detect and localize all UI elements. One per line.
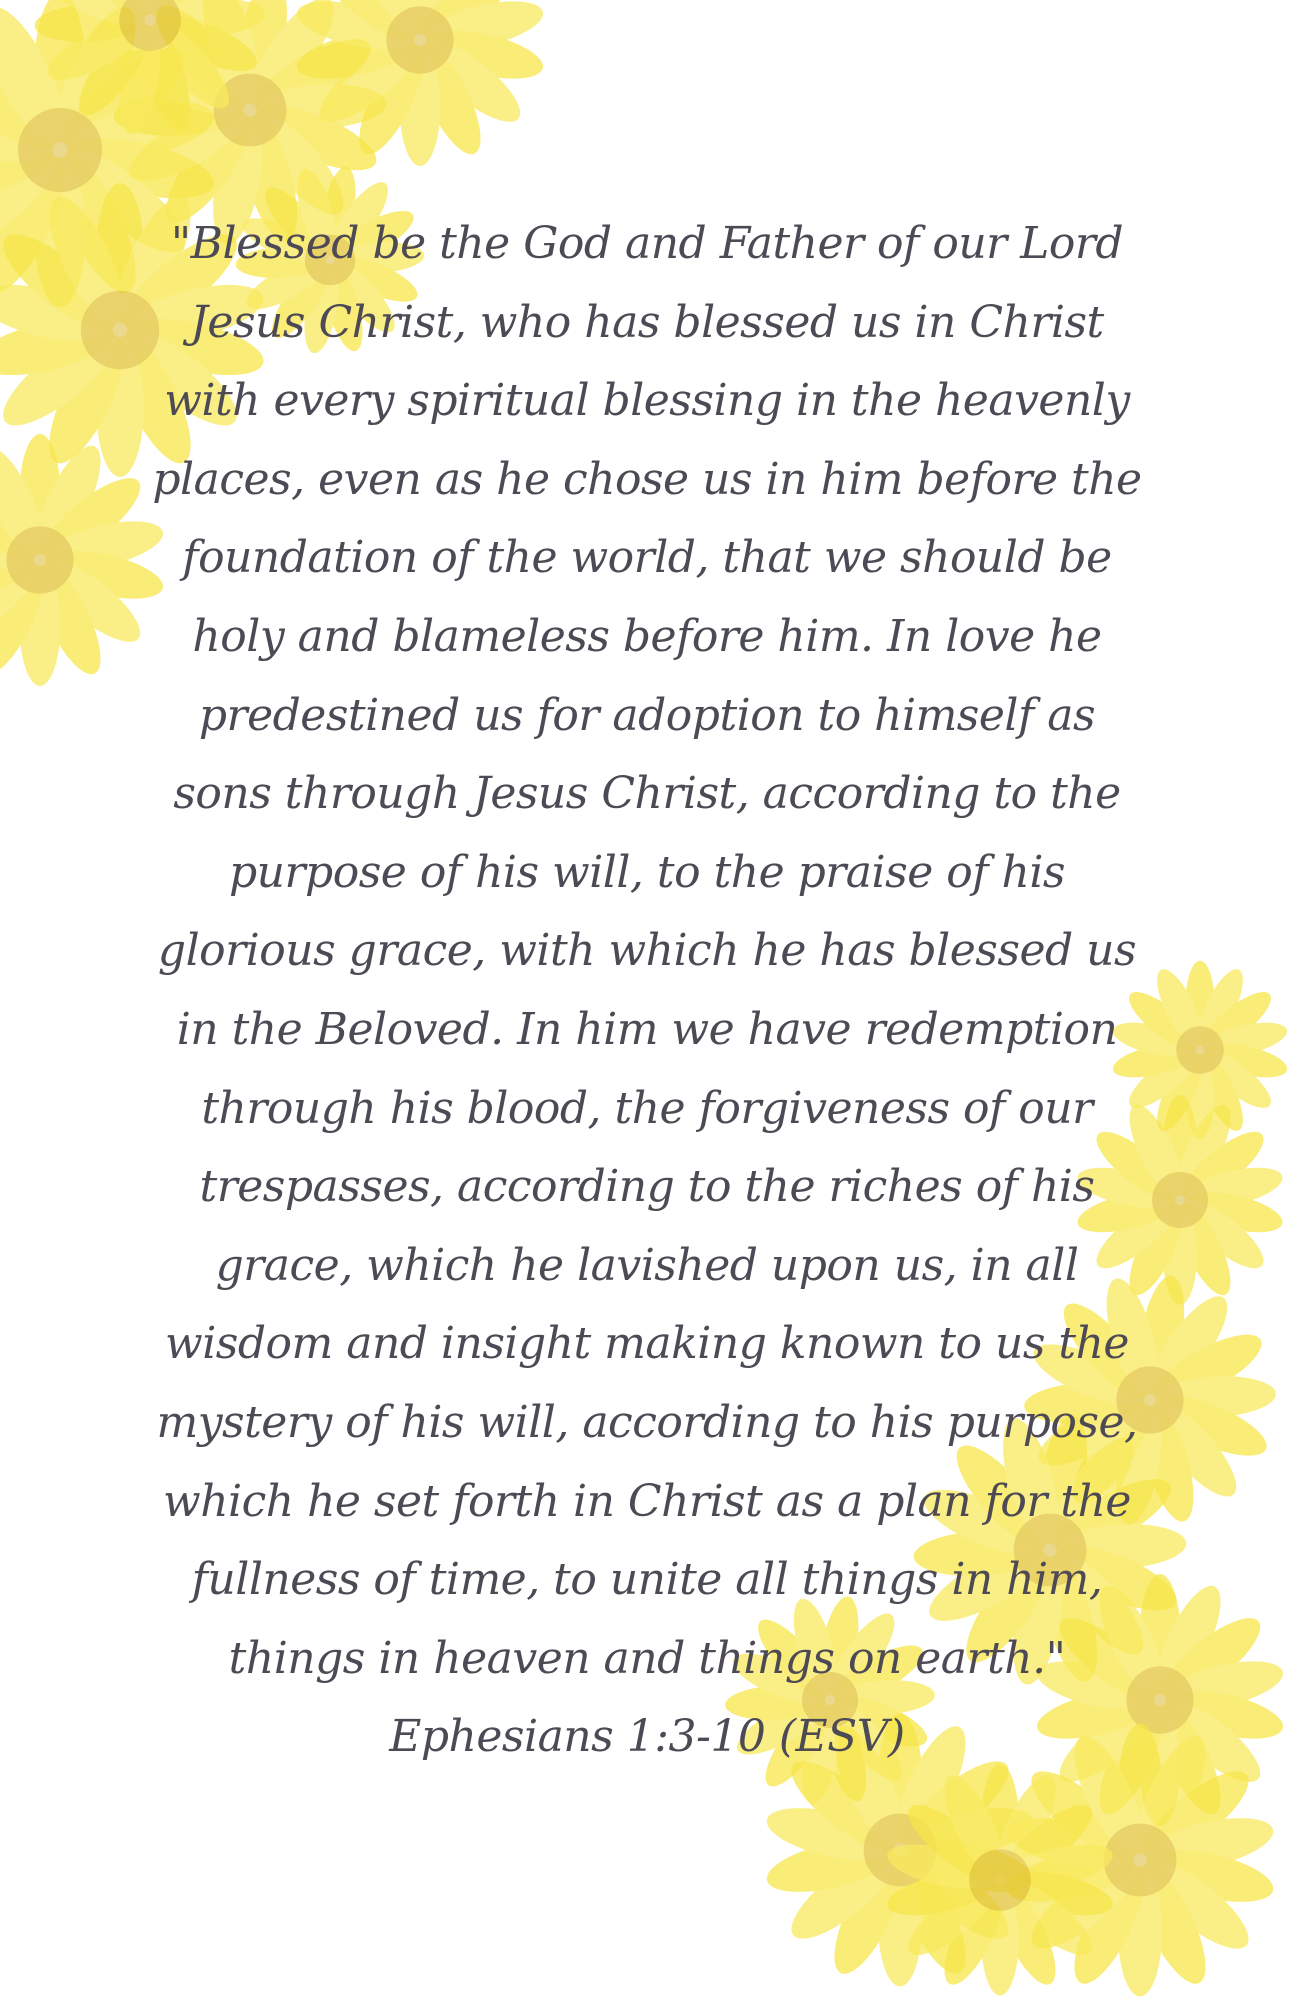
verse-line: Jesus Christ, who has blessed us in Christ	[190, 296, 1104, 348]
verse-line: mystery of his will, according to his purpose,	[156, 1396, 1138, 1448]
verse-line: trespasses, according to the riches of his	[199, 1161, 1095, 1213]
verse-reference: Ephesians 1:3-10 (ESV)	[389, 1711, 905, 1763]
scripture-verse	[0, 205, 1294, 1777]
verse-line: holy and blameless before him. In love he	[192, 610, 1102, 662]
verse-line: purpose of his will, to the praise of his	[229, 846, 1065, 898]
verse-line: sons through Jesus Christ, according to the	[173, 768, 1121, 820]
verse-line: wisdom and insight making known to us the	[165, 1318, 1129, 1370]
verse-line: "Blessed be the God and Father of our Lord	[170, 218, 1124, 269]
verse-line: with every spiritual blessing in the heavenly	[164, 375, 1130, 427]
verse-line: foundation of the world, that we should be	[182, 532, 1112, 584]
verse-line: through his blood, the forgiveness of our	[201, 1082, 1093, 1134]
verse-line: places, even as he chose us in him before the	[152, 453, 1142, 505]
verse-line: fullness of time, to unite all things in him,	[191, 1554, 1103, 1606]
verse-line: glorious grace, with which he has blessed us	[157, 925, 1137, 977]
verse-line: grace, which he lavished upon us, in all	[215, 1239, 1079, 1291]
verse-line: predestined us for adoption to himself as	[198, 689, 1096, 741]
verse-line: in the Beloved. In him we have redemption	[176, 1003, 1118, 1055]
verse-line: things in heaven and things on earth."	[228, 1632, 1066, 1684]
verse-line: which he set forth in Christ as a plan for the	[163, 1475, 1131, 1527]
